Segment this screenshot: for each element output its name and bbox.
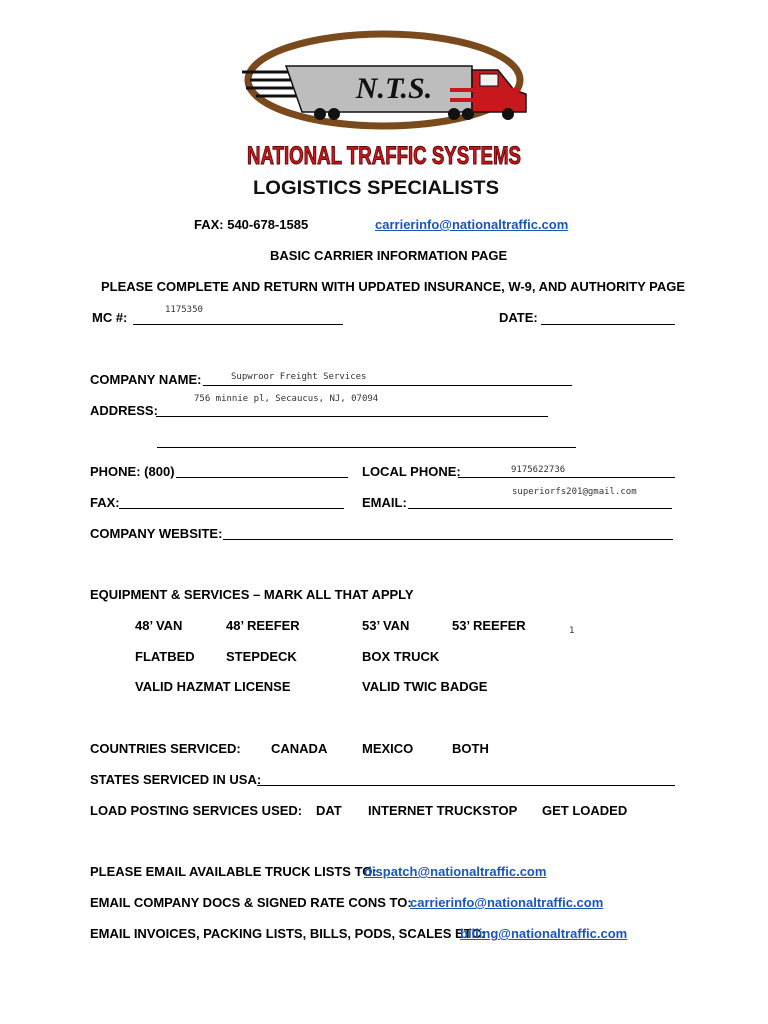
instructions-text: PLEASE COMPLETE AND RETURN WITH UPDATED INSURANCE, W-9, AND AUTHORITY PAGE xyxy=(101,279,686,294)
truck-lists-label: PLEASE EMAIL AVAILABLE TRUCK LISTS TO: xyxy=(90,864,377,879)
company-name-value[interactable]: Supwroor Freight Services xyxy=(231,372,367,382)
phone-label: PHONE: (800) xyxy=(90,464,175,479)
option-53-van[interactable]: 53’ VAN xyxy=(362,618,410,633)
option-twic[interactable]: VALID TWIC BADGE xyxy=(362,679,488,694)
option-flatbed[interactable]: FLATBED xyxy=(135,649,195,664)
option-mexico[interactable]: MEXICO xyxy=(362,741,414,756)
address-value[interactable]: 756 minnie pl, Secaucus, NJ, 07094 xyxy=(194,394,379,404)
website-label: COMPANY WEBSITE: xyxy=(90,526,223,541)
svg-text:NATIONAL TRAFFIC SYSTEMS: NATIONAL TRAFFIC SYSTEMS xyxy=(247,142,521,170)
company-name-line xyxy=(203,385,572,386)
email-label: EMAIL: xyxy=(362,495,407,510)
reefer-mark: 1 xyxy=(569,626,575,636)
countries-label: COUNTRIES SERVICED: xyxy=(90,741,241,756)
email-line xyxy=(408,508,672,509)
states-label: STATES SERVICED IN USA: xyxy=(90,772,262,787)
option-both[interactable]: BOTH xyxy=(452,741,489,756)
address-label: ADDRESS: xyxy=(90,403,158,418)
phone-line[interactable] xyxy=(176,477,348,478)
dispatch-email-link[interactable]: dispatch@nationaltraffic.com xyxy=(364,864,547,879)
page-title: BASIC CARRIER INFORMATION PAGE xyxy=(270,248,508,263)
option-48-van[interactable]: 48’ VAN xyxy=(135,618,183,633)
local-phone-label: LOCAL PHONE: xyxy=(362,464,461,479)
address-line-1 xyxy=(156,416,548,417)
docs-email-link[interactable]: carrierinfo@nationaltraffic.com xyxy=(410,895,604,910)
option-hazmat[interactable]: VALID HAZMAT LICENSE xyxy=(135,679,291,694)
option-get-loaded[interactable]: GET LOADED xyxy=(542,803,628,818)
company-docs-label: EMAIL COMPANY DOCS & SIGNED RATE CONS TO: xyxy=(90,895,412,910)
date-label: DATE: xyxy=(499,310,538,325)
invoices-label: EMAIL INVOICES, PACKING LISTS, BILLS, PODS, SCALES ETC: xyxy=(90,926,486,941)
option-dat[interactable]: DAT xyxy=(316,803,342,818)
truck-logo-graphic xyxy=(236,28,532,204)
fax-label: FAX: xyxy=(90,495,120,510)
option-stepdeck[interactable]: STEPDECK xyxy=(226,649,297,664)
option-canada[interactable]: CANADA xyxy=(271,741,328,756)
local-phone-line xyxy=(458,477,675,478)
load-posting-label: LOAD POSTING SERVICES USED: xyxy=(90,803,303,818)
option-48-reefer[interactable]: 48’ REEFER xyxy=(226,618,300,633)
fax-line[interactable] xyxy=(119,508,344,509)
date-line[interactable] xyxy=(541,324,675,325)
mc-value[interactable]: 1175350 xyxy=(165,305,203,315)
mc-label: MC #: xyxy=(92,310,128,325)
company-name-label: COMPANY NAME: xyxy=(90,372,202,387)
option-53-reefer[interactable]: 53’ REEFER xyxy=(452,618,526,633)
fax-number: FAX: 540-678-1585 xyxy=(194,217,309,232)
mc-line xyxy=(133,324,343,325)
states-line[interactable] xyxy=(257,785,675,786)
local-phone-value[interactable]: 9175622736 xyxy=(511,465,566,475)
option-internet-truckstop[interactable]: INTERNET TRUCKSTOP xyxy=(368,803,518,818)
carrierinfo-email-link[interactable]: carrierinfo@nationaltraffic.com xyxy=(375,217,569,232)
billing-email-link[interactable]: billing@nationaltraffic.com xyxy=(460,926,628,941)
email-value[interactable]: superiorfs201@gmail.com xyxy=(512,487,637,497)
nts-logo xyxy=(236,28,532,204)
svg-text:N.T.S.: N.T.S. xyxy=(355,72,433,105)
website-line[interactable] xyxy=(223,539,673,540)
option-box-truck[interactable]: BOX TRUCK xyxy=(362,649,440,664)
equipment-heading: EQUIPMENT & SERVICES – MARK ALL THAT APPLY xyxy=(90,587,414,602)
address-line-2[interactable] xyxy=(157,447,576,448)
svg-text:LOGISTICS SPECIALISTS: LOGISTICS SPECIALISTS xyxy=(253,178,499,199)
